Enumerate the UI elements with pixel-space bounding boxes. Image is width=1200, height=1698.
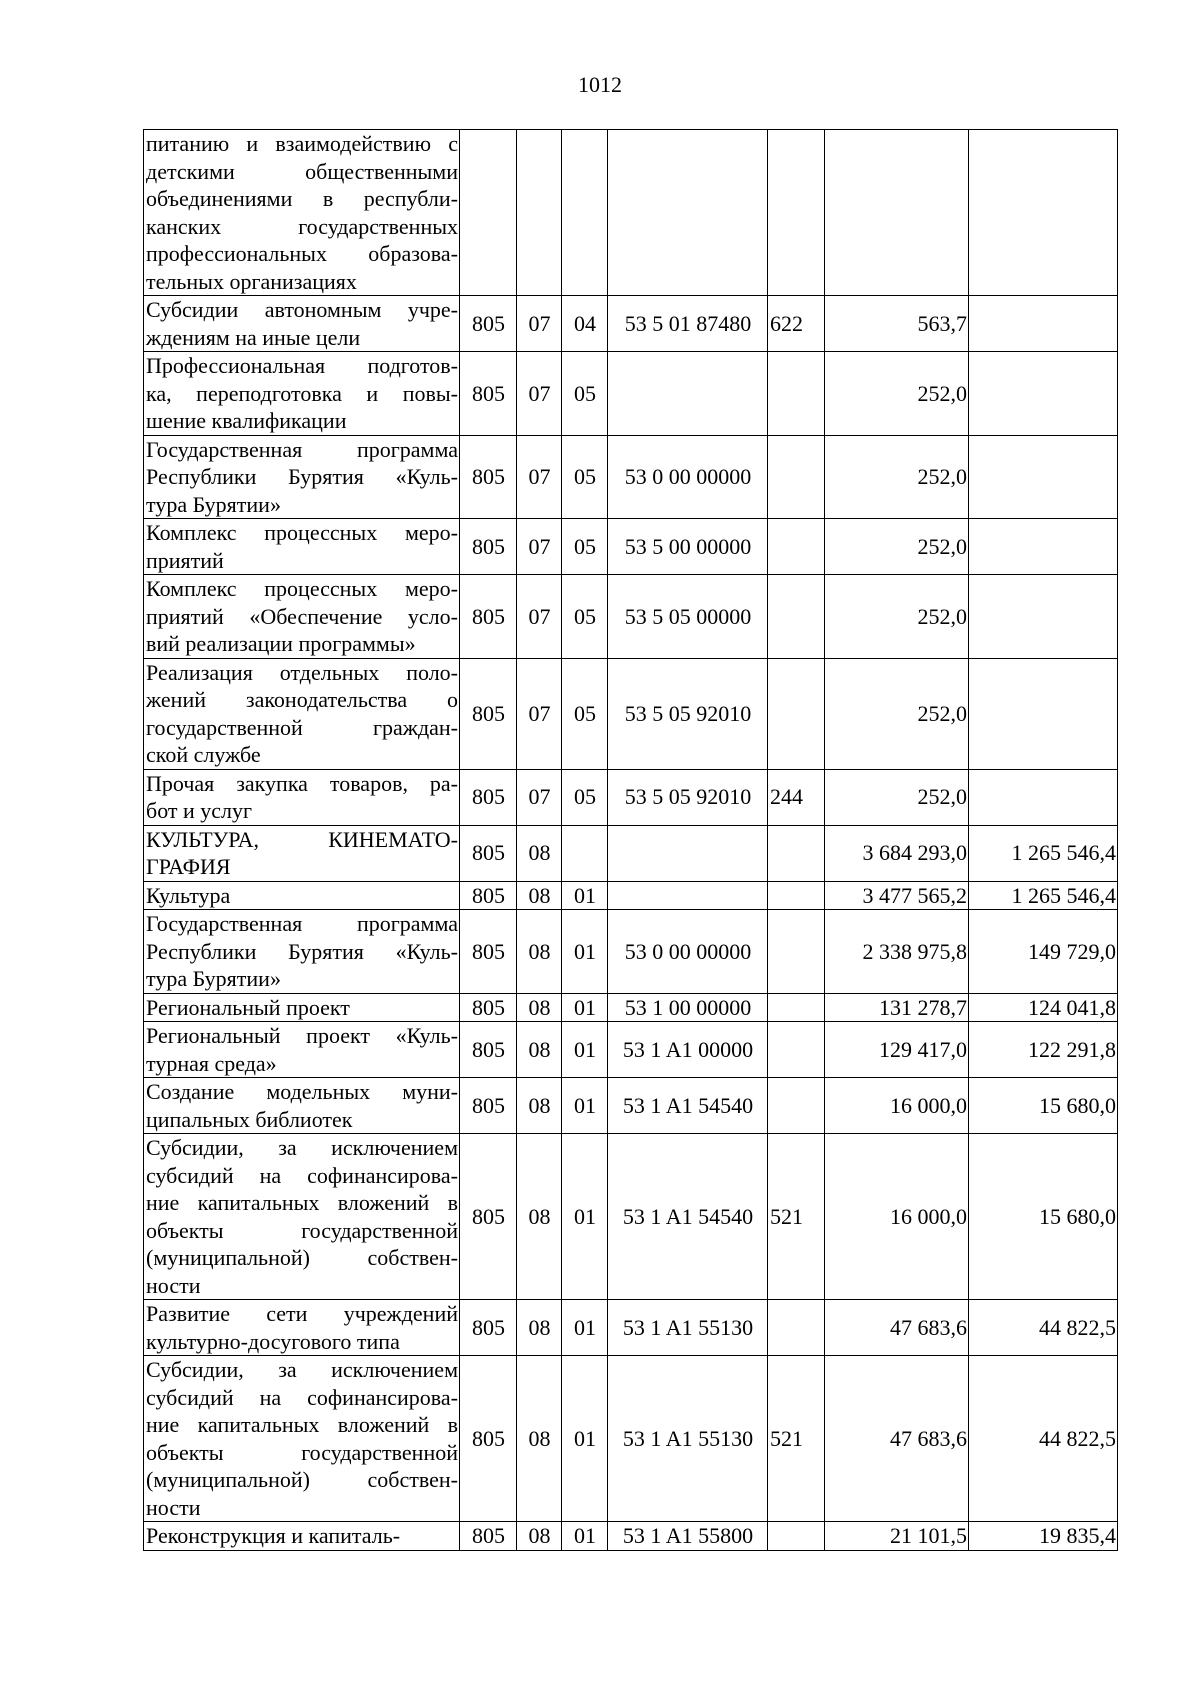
item-name-line: Развитие сети учреждений xyxy=(146,1301,458,1326)
cell-grbs-code: 805 xyxy=(460,1022,517,1078)
item-name-line: тельных организациях xyxy=(146,268,357,294)
cell-expense-type: 521 xyxy=(768,1356,825,1522)
cell-amount-federal xyxy=(969,769,1118,825)
cell-section-code: 08 xyxy=(517,881,562,910)
cell-item-name xyxy=(144,1356,460,1522)
table-body xyxy=(144,130,1118,1551)
cell-amount: 252,0 xyxy=(825,658,969,769)
cell-target-article: 53 1 00 00000 xyxy=(608,993,768,1022)
cell-subsection-code: 01 xyxy=(562,910,608,994)
table-row xyxy=(144,1134,1118,1300)
item-name-line: ка, переподготовка и повы- xyxy=(146,380,458,406)
cell-amount: 252,0 xyxy=(825,435,969,519)
cell-expense-type: 521 xyxy=(768,1134,825,1300)
item-name-line: ждениям на иные цели xyxy=(146,324,361,350)
cell-subsection-code: 05 xyxy=(562,352,608,436)
item-name-line: бот и услуг xyxy=(146,798,253,823)
cell-amount: 252,0 xyxy=(825,575,969,659)
cell-grbs-code: 805 xyxy=(460,825,517,881)
cell-item-name xyxy=(144,575,460,659)
item-name-line: вий реализации программы» xyxy=(146,631,416,656)
cell-section-code: 08 xyxy=(517,825,562,881)
item-name-line: Субсидии автономным учре- xyxy=(146,297,458,322)
cell-subsection-code: 01 xyxy=(562,1356,608,1522)
cell-subsection-code: 01 xyxy=(562,1300,608,1356)
table-row xyxy=(144,910,1118,994)
cell-amount-federal: 124 041,8 xyxy=(969,993,1118,1022)
item-name-line: КУЛЬТУРА, КИНЕМАТО- xyxy=(146,826,458,852)
item-name-line: турная среда» xyxy=(146,1050,277,1076)
table-row xyxy=(144,1300,1118,1356)
cell-item-name xyxy=(144,1022,460,1078)
cell-amount: 3 684 293,0 xyxy=(825,825,969,881)
cell-expense-type xyxy=(768,1300,825,1356)
cell-expense-type xyxy=(768,1522,825,1551)
cell-amount: 47 683,6 xyxy=(825,1356,969,1522)
cell-expense-type xyxy=(768,910,825,994)
cell-target-article: 53 1 A1 00000 xyxy=(608,1022,768,1078)
cell-target-article xyxy=(608,352,768,436)
cell-grbs-code: 805 xyxy=(460,993,517,1022)
item-name-line: ской службе xyxy=(146,742,261,767)
cell-amount: 16 000,0 xyxy=(825,1134,969,1300)
cell-grbs-code: 805 xyxy=(460,769,517,825)
cell-amount-federal xyxy=(969,130,1118,296)
item-name-line: объекты государственной xyxy=(146,1217,458,1243)
cell-amount-federal xyxy=(969,658,1118,769)
cell-item-name xyxy=(144,1134,460,1300)
cell-item-name xyxy=(144,296,460,352)
cell-subsection-code: 05 xyxy=(562,519,608,575)
cell-amount-federal xyxy=(969,575,1118,659)
cell-amount-federal: 149 729,0 xyxy=(969,910,1118,994)
table-row xyxy=(144,825,1118,881)
cell-grbs-code: 805 xyxy=(460,1078,517,1134)
table-row xyxy=(144,881,1118,910)
cell-section-code: 07 xyxy=(517,575,562,659)
cell-grbs-code: 805 xyxy=(460,1300,517,1356)
table-row xyxy=(144,769,1118,825)
item-name-line: ципальных библиотек xyxy=(146,1106,353,1132)
cell-subsection-code: 05 xyxy=(562,658,608,769)
table-row xyxy=(144,1078,1118,1134)
cell-amount: 131 278,7 xyxy=(825,993,969,1022)
item-name-line: Реконструкция и капиталь- xyxy=(146,1523,401,1548)
table-row xyxy=(144,435,1118,519)
cell-grbs-code: 805 xyxy=(460,352,517,436)
cell-amount: 129 417,0 xyxy=(825,1022,969,1078)
item-name-line: профессиональных образова- xyxy=(146,241,458,266)
cell-target-article: 53 5 01 87480 xyxy=(608,296,768,352)
table-row xyxy=(144,1356,1118,1522)
cell-amount: 3 477 565,2 xyxy=(825,881,969,910)
item-name-line: канских государственных xyxy=(146,213,458,239)
item-name-line: тура Бурятии» xyxy=(146,966,281,991)
cell-expense-type: 244 xyxy=(768,769,825,825)
item-name-line: Государственная программа xyxy=(146,436,458,462)
cell-expense-type xyxy=(768,519,825,575)
cell-subsection-code: 01 xyxy=(562,881,608,910)
item-name-line: тура Бурятии» xyxy=(146,491,281,517)
cell-subsection-code: 01 xyxy=(562,993,608,1022)
cell-target-article: 53 1 A1 54540 xyxy=(608,1134,768,1300)
cell-expense-type xyxy=(768,993,825,1022)
item-name-line: Региональный проект xyxy=(146,994,350,1020)
cell-item-name xyxy=(144,769,460,825)
cell-grbs-code: 805 xyxy=(460,296,517,352)
table-row xyxy=(144,575,1118,659)
cell-amount-federal: 1 265 546,4 xyxy=(969,825,1118,881)
cell-grbs-code: 805 xyxy=(460,881,517,910)
cell-amount: 47 683,6 xyxy=(825,1300,969,1356)
budget-table xyxy=(143,129,1118,1551)
cell-grbs-code: 805 xyxy=(460,435,517,519)
item-name-line: Прочая закупка товаров, ра- xyxy=(146,770,458,796)
cell-expense-type xyxy=(768,1022,825,1078)
cell-amount-federal: 44 822,5 xyxy=(969,1356,1118,1522)
cell-section-code xyxy=(517,130,562,296)
cell-amount-federal xyxy=(969,296,1118,352)
cell-section-code: 08 xyxy=(517,1522,562,1551)
cell-amount-federal: 122 291,8 xyxy=(969,1022,1118,1078)
cell-target-article: 53 5 00 00000 xyxy=(608,519,768,575)
table-row xyxy=(144,993,1118,1022)
item-name-line: культурно-досугового типа xyxy=(146,1328,400,1354)
item-name-line: государственной граждан- xyxy=(146,714,458,740)
cell-section-code: 07 xyxy=(517,658,562,769)
cell-expense-type xyxy=(768,352,825,436)
cell-target-article xyxy=(608,881,768,910)
cell-item-name xyxy=(144,352,460,436)
cell-grbs-code xyxy=(460,130,517,296)
item-name-line: приятий xyxy=(146,547,224,573)
item-name-line: ние капитальных вложений в xyxy=(146,1412,458,1437)
cell-target-article: 53 0 00 00000 xyxy=(608,435,768,519)
cell-expense-type: 622 xyxy=(768,296,825,352)
cell-section-code: 07 xyxy=(517,296,562,352)
table-row xyxy=(144,352,1118,436)
cell-subsection-code: 05 xyxy=(562,575,608,659)
item-name-line: субсидий на софинансирова- xyxy=(146,1384,458,1410)
item-name-line: Субсидии, за исключением xyxy=(146,1135,458,1160)
cell-expense-type xyxy=(768,658,825,769)
cell-grbs-code: 805 xyxy=(460,575,517,659)
cell-item-name xyxy=(144,130,460,296)
cell-expense-type xyxy=(768,435,825,519)
item-name-line: Республики Бурятия «Куль- xyxy=(146,938,458,964)
cell-amount-federal: 15 680,0 xyxy=(969,1134,1118,1300)
item-name-line: Культура xyxy=(146,882,231,908)
item-name-line: объединениями в республи- xyxy=(146,186,458,211)
cell-grbs-code: 805 xyxy=(460,658,517,769)
cell-section-code: 07 xyxy=(517,519,562,575)
item-name-line: детскими общественными xyxy=(146,158,458,184)
cell-amount-federal xyxy=(969,435,1118,519)
cell-grbs-code: 805 xyxy=(460,1134,517,1300)
cell-subsection-code: 01 xyxy=(562,1134,608,1300)
cell-grbs-code: 805 xyxy=(460,1356,517,1522)
cell-expense-type xyxy=(768,881,825,910)
cell-expense-type xyxy=(768,1078,825,1134)
cell-amount: 252,0 xyxy=(825,352,969,436)
cell-target-article: 53 1 A1 55800 xyxy=(608,1522,768,1551)
page-number: 1012 xyxy=(578,72,622,97)
item-name-line: ние капитальных вложений в xyxy=(146,1190,458,1215)
cell-item-name xyxy=(144,993,460,1022)
item-name-line: (муниципальной) собствен- xyxy=(146,1245,458,1270)
cell-amount: 2 338 975,8 xyxy=(825,910,969,994)
cell-target-article: 53 0 00 00000 xyxy=(608,910,768,994)
item-name-line: Республики Бурятия «Куль- xyxy=(146,464,458,489)
cell-section-code: 08 xyxy=(517,993,562,1022)
item-name-line: Региональный проект «Куль- xyxy=(146,1023,458,1048)
cell-subsection-code: 05 xyxy=(562,769,608,825)
cell-section-code: 08 xyxy=(517,1356,562,1522)
cell-subsection-code: 01 xyxy=(562,1078,608,1134)
cell-grbs-code: 805 xyxy=(460,910,517,994)
cell-item-name xyxy=(144,1522,460,1551)
cell-section-code: 08 xyxy=(517,1134,562,1300)
cell-amount-federal: 44 822,5 xyxy=(969,1300,1118,1356)
cell-section-code: 08 xyxy=(517,1022,562,1078)
cell-amount-federal: 1 265 546,4 xyxy=(969,881,1118,910)
cell-expense-type xyxy=(768,825,825,881)
item-name-line: Профессиональная подготов- xyxy=(146,353,458,378)
item-name-line: ГРАФИЯ xyxy=(146,854,231,879)
cell-amount-federal xyxy=(969,352,1118,436)
cell-subsection-code: 01 xyxy=(562,1022,608,1078)
cell-subsection-code xyxy=(562,130,608,296)
cell-target-article xyxy=(608,825,768,881)
item-name-line: Комплекс процессных меро- xyxy=(146,520,458,545)
cell-amount: 252,0 xyxy=(825,519,969,575)
cell-item-name xyxy=(144,910,460,994)
cell-item-name xyxy=(144,1300,460,1356)
cell-amount-federal: 15 680,0 xyxy=(969,1078,1118,1134)
item-name-line: объекты государственной xyxy=(146,1439,458,1465)
cell-subsection-code: 05 xyxy=(562,435,608,519)
cell-section-code: 07 xyxy=(517,769,562,825)
cell-expense-type xyxy=(768,130,825,296)
cell-section-code: 08 xyxy=(517,1078,562,1134)
item-name-line: субсидий на софинансирова- xyxy=(146,1162,458,1188)
cell-subsection-code: 04 xyxy=(562,296,608,352)
item-name-line: Реализация отдельных поло- xyxy=(146,659,458,685)
cell-item-name xyxy=(144,435,460,519)
cell-subsection-code xyxy=(562,825,608,881)
item-name-line: (муниципальной) собствен- xyxy=(146,1467,458,1492)
cell-target-article: 53 5 05 00000 xyxy=(608,575,768,659)
cell-target-article: 53 5 05 92010 xyxy=(608,658,768,769)
table-row xyxy=(144,1022,1118,1078)
cell-item-name xyxy=(144,881,460,910)
cell-target-article: 53 1 A1 55130 xyxy=(608,1300,768,1356)
item-name-line: Государственная программа xyxy=(146,911,458,936)
table-row xyxy=(144,658,1118,769)
item-name-line: Комплекс процессных меро- xyxy=(146,576,458,601)
item-name-line: приятий «Обеспечение усло- xyxy=(146,603,458,629)
cell-target-article xyxy=(608,130,768,296)
cell-target-article: 53 1 A1 55130 xyxy=(608,1356,768,1522)
cell-amount-federal: 19 835,4 xyxy=(969,1522,1118,1551)
cell-amount-federal xyxy=(969,519,1118,575)
cell-item-name xyxy=(144,825,460,881)
cell-section-code: 07 xyxy=(517,352,562,436)
table-row xyxy=(144,519,1118,575)
cell-amount: 252,0 xyxy=(825,769,969,825)
item-name-line: шение квалификации xyxy=(146,408,347,433)
cell-grbs-code: 805 xyxy=(460,519,517,575)
cell-section-code: 07 xyxy=(517,435,562,519)
cell-amount: 563,7 xyxy=(825,296,969,352)
cell-expense-type xyxy=(768,575,825,659)
cell-item-name xyxy=(144,1078,460,1134)
cell-section-code: 08 xyxy=(517,1300,562,1356)
item-name-line: жений законодательства о xyxy=(146,687,458,712)
cell-item-name xyxy=(144,519,460,575)
cell-section-code: 08 xyxy=(517,910,562,994)
item-name-line: ности xyxy=(146,1272,201,1298)
item-name-line: Создание модельных муни- xyxy=(146,1079,458,1104)
cell-grbs-code: 805 xyxy=(460,1522,517,1551)
item-name-line: ности xyxy=(146,1494,201,1520)
table-row xyxy=(144,1522,1118,1551)
cell-target-article: 53 5 05 92010 xyxy=(608,769,768,825)
item-name-line: питанию и взаимодействию с xyxy=(146,131,458,156)
cell-amount: 16 000,0 xyxy=(825,1078,969,1134)
cell-amount xyxy=(825,130,969,296)
table-row xyxy=(144,130,1118,296)
cell-subsection-code: 01 xyxy=(562,1522,608,1551)
table-row xyxy=(144,296,1118,352)
cell-amount: 21 101,5 xyxy=(825,1522,969,1551)
cell-target-article: 53 1 A1 54540 xyxy=(608,1078,768,1134)
cell-item-name xyxy=(144,658,460,769)
item-name-line: Субсидии, за исключением xyxy=(146,1357,458,1382)
